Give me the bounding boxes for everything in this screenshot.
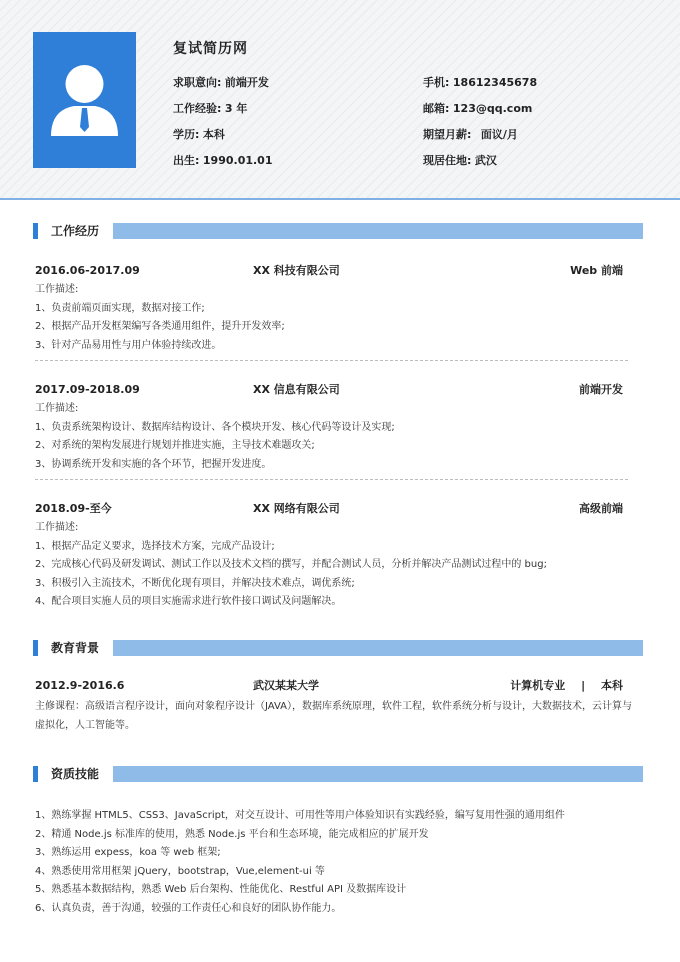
skill-item: 1、熟练掌握 HTML5、CSS3、JavaScript，对交互设计、可用性等用户体验知识有实践经验，编写复用性强的通用组件 bbox=[35, 810, 565, 821]
email bbox=[423, 100, 532, 116]
section-title: 教育背景 bbox=[51, 641, 100, 655]
job-company: XX 科技有限公司 bbox=[253, 264, 340, 277]
skills-list bbox=[35, 807, 565, 919]
job-period: 2016.06-2017.09 bbox=[35, 264, 140, 277]
job-desc-line: 3、积极引入主流技术，不断优化现有项目，并解决技术难点，调优系统; bbox=[35, 577, 355, 589]
job-desc-line: 2、完成核心代码及研发调试、测试工作以及技术文档的撰写，并配合测试人员，分析并解决产品测试过程中的 bug; bbox=[35, 559, 547, 571]
section-header-education bbox=[33, 640, 643, 656]
education-value: 本科 bbox=[202, 128, 225, 141]
job-desc-line: 3、针对产品易用性与用户体验持续改进。 bbox=[35, 339, 222, 351]
edu-major-degree bbox=[510, 678, 623, 694]
section-bar bbox=[113, 766, 643, 782]
education-entry-header bbox=[35, 678, 623, 694]
email-label: 邮箱: bbox=[423, 102, 450, 115]
job-desc-line: 2、根据产品开发框架编写各类通用组件，提升开发效率; bbox=[35, 321, 285, 333]
skill-item: 6、认真负责，善于沟通，较强的工作责任心和良好的团队协作能力。 bbox=[35, 902, 342, 914]
profile-header bbox=[0, 0, 680, 200]
section-header-skills bbox=[33, 766, 643, 782]
education-label: 学历: bbox=[173, 128, 200, 141]
job-position: 前端开发 bbox=[579, 383, 623, 396]
job-intent bbox=[173, 74, 269, 90]
edu-school: 武汉某某大学 bbox=[253, 679, 319, 692]
section-title: 资质技能 bbox=[51, 767, 100, 781]
job-desc-line: 1、根据产品定义要求，选择技术方案，完成产品设计; bbox=[35, 540, 275, 552]
skill-item: 2、精通 Node.js 标准库的使用，熟悉 Node.js 平台和生态环境，能完成相应的扩展开发 bbox=[35, 828, 429, 840]
job-description bbox=[35, 519, 547, 612]
section-marker bbox=[33, 640, 38, 656]
job-entry-header bbox=[35, 501, 623, 517]
job-desc-label: 工作描述: bbox=[35, 284, 79, 295]
salary-label: 期望月薪: bbox=[423, 128, 472, 141]
section-marker bbox=[33, 766, 38, 782]
edu-period: 2012.9-2016.6 bbox=[35, 679, 125, 692]
phone bbox=[423, 74, 537, 90]
skill-item: 3、熟练运用 expess，koa 等 web 框架; bbox=[35, 847, 221, 859]
user-silhouette-icon bbox=[33, 32, 136, 168]
phone-value: 18612345678 bbox=[452, 76, 538, 89]
job-intent-label: 求职意向: bbox=[173, 76, 222, 89]
job-period: 2018.09-至今 bbox=[35, 502, 112, 515]
section-bar bbox=[113, 223, 643, 239]
job-desc-line: 3、协调系统开发和实施的各个环节，把握开发进度。 bbox=[35, 458, 272, 470]
edu-courses: 主修课程：高级语言程序设计，面向对象程序设计（JAVA），数据库系统原理，软件工程，软件系统分析与设计，大数据技术，云计算与虚拟化，人工智能等。 bbox=[35, 701, 633, 731]
job-desc-label: 工作描述: bbox=[35, 522, 79, 533]
job-desc-line: 2、对系统的架构发展进行规划并推进实施，主导技术难题攻关; bbox=[35, 440, 315, 452]
residence-label: 现居住地: bbox=[423, 154, 472, 167]
job-entry-header bbox=[35, 263, 623, 279]
candidate-name: 复试简历网 bbox=[173, 41, 248, 57]
job-desc-label: 工作描述: bbox=[35, 403, 79, 414]
experience-label: 工作经验: bbox=[173, 102, 222, 115]
edu-major: 计算机专业 bbox=[510, 679, 566, 692]
job-intent-value: 前端开发 bbox=[224, 76, 269, 89]
job-desc-line: 1、负责系统架构设计、数据库结构设计、各个模块开发、核心代码等设计及实现; bbox=[35, 421, 395, 433]
residence-value: 武汉 bbox=[474, 154, 497, 167]
job-description bbox=[35, 400, 395, 474]
job-company: XX 网络有限公司 bbox=[253, 502, 340, 515]
experience bbox=[173, 100, 247, 116]
experience-value: 3 年 bbox=[224, 102, 248, 115]
job-company: XX 信息有限公司 bbox=[253, 383, 340, 396]
job-desc-line: 1、负责前端页面实现，数据对接工作; bbox=[35, 302, 205, 314]
job-position: Web 前端 bbox=[570, 264, 623, 277]
edu-separator: | bbox=[581, 679, 586, 692]
divider bbox=[35, 479, 628, 480]
job-period: 2017.09-2018.09 bbox=[35, 383, 140, 396]
section-marker bbox=[33, 223, 38, 239]
edu-degree: 本科 bbox=[601, 679, 623, 692]
divider bbox=[35, 360, 628, 361]
section-header-work bbox=[33, 223, 643, 239]
phone-label: 手机: bbox=[423, 76, 450, 89]
salary-value: 面议/月 bbox=[480, 128, 518, 141]
section-title: 工作经历 bbox=[51, 224, 100, 238]
job-desc-line: 4、配合项目实施人员的项目实施需求进行软件接口调试及问题解决。 bbox=[35, 596, 342, 608]
job-description bbox=[35, 281, 285, 355]
skill-item: 4、熟悉使用常用框架 jQuery，bootstrap，Vue,element-ui 等 bbox=[35, 865, 325, 877]
skill-item: 5、熟悉基本数据结构，熟悉 Web 后台架构、性能优化、Restful API 及数据库设计 bbox=[35, 884, 407, 896]
job-position: 高级前端 bbox=[579, 502, 623, 515]
birth-value: 1990.01.01 bbox=[202, 154, 273, 167]
birth-label: 出生: bbox=[173, 154, 200, 167]
expected-salary bbox=[423, 126, 518, 142]
residence bbox=[423, 152, 497, 168]
birth-date bbox=[173, 152, 273, 168]
section-bar bbox=[113, 640, 643, 656]
email-value: 123@qq.com bbox=[452, 102, 533, 115]
job-entry-header bbox=[35, 382, 623, 398]
education-level bbox=[173, 126, 225, 142]
avatar bbox=[33, 32, 136, 168]
